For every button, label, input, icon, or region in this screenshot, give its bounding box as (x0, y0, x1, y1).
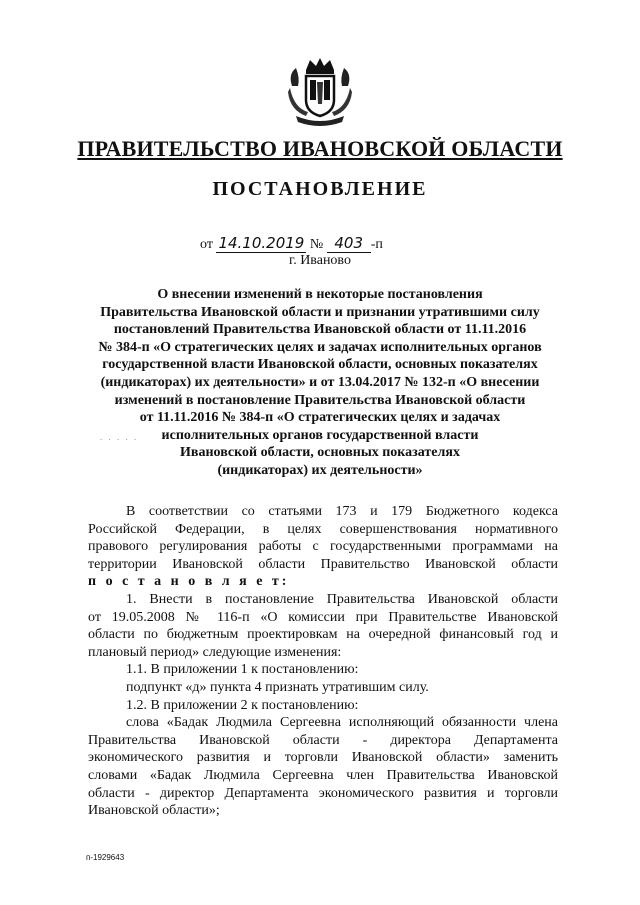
body-line: территории Ивановской области Правительство Ивановской области (88, 556, 558, 572)
number-suffix: -п (370, 237, 383, 252)
document-type-title: ПОСТАНОВЛЕНИЕ (212, 178, 428, 200)
body-line: экономического развития и торговли Ивановской области» заменить (88, 750, 558, 766)
body-line: области - директор Департамента экономического развития и торговли (88, 785, 558, 801)
body-line: Правительства Ивановской области - директора Департамента (88, 732, 558, 748)
subject-line: изменений в постановление Правительства Ивановской области (114, 392, 526, 408)
organization-title: ПРАВИТЕЛЬСТВО ИВАНОВСКОЙ ОБЛАСТИ (77, 136, 563, 161)
date-number-line (200, 234, 383, 253)
subject-line: № 384-п «О стратегических целях и задачах исполнительных органов (98, 339, 542, 355)
body-line: плановый период» следующие изменения: (88, 644, 342, 660)
subject-line: государственной власти Ивановской области, основных показателях (102, 357, 538, 373)
subject-line: исполнительных органов государственной власти (161, 427, 479, 443)
body-line: 1.2. В приложении 2 к постановлению: (126, 697, 359, 713)
body-line: словами «Бадак Людмила Сергеевна член Правительства Ивановской (88, 767, 558, 783)
subject-line: Ивановской области, основных показателях (180, 445, 460, 461)
subject-line: от 11.11.2016 № 384-п «О стратегических целях и задачах (139, 410, 501, 426)
body-line: слова «Бадак Людмила Сергеевна исполняющий обязанности члена (126, 715, 558, 731)
decree-number: 403 (327, 234, 371, 253)
body-line: Ивановской области»; (88, 803, 220, 819)
subject-line: О внесении изменений в некоторые постановления (157, 287, 483, 302)
document-code: п-1929643 (86, 853, 125, 862)
body-line: 1. Внести в постановление Правительства Ивановской области (126, 591, 558, 607)
decree-body (88, 503, 558, 820)
body-line: подпункт «д» пункта 4 признать утратившим силу. (126, 679, 429, 695)
body-line: Российской Федерации, в целях совершенствования нормативного (88, 521, 558, 537)
date-prefix: от (200, 237, 213, 252)
body-line: правового регулирования работы с государственными программами на (88, 539, 558, 555)
city: г. Иваново (289, 253, 351, 268)
subject-line: (индикаторах) их деятельности» (217, 462, 423, 478)
decree-date: 14.10.2019 (218, 234, 305, 252)
subject-line: Правительства Ивановской области и признании утратившими силу (100, 304, 540, 320)
subject-line: постановлений Правительства Ивановской области от 11.11.2016 (113, 322, 527, 338)
body-line-postanovlyaet: п о с т а н о в л я е т: (88, 574, 290, 590)
ivanovo-coat-of-arms-icon (286, 56, 354, 126)
body-line: В соответствии со статьями 173 и 179 Бюджетного кодекса (126, 504, 558, 519)
body-line: от 19.05.2008 № 116-п «О комиссии при Правительстве Ивановской (88, 609, 558, 625)
body-line: 1.1. В приложении 1 к постановлению: (126, 662, 359, 678)
decree-subject (92, 286, 548, 480)
number-prefix: № (309, 237, 324, 252)
scan-artifact: . . . . . (100, 432, 139, 442)
body-line: области по бюджетным проектировкам на очередной финансовый год и (88, 627, 558, 643)
subject-line: (индикаторах) их деятельности» и от 13.04.2017 № 132-п «О внесении (100, 374, 540, 390)
